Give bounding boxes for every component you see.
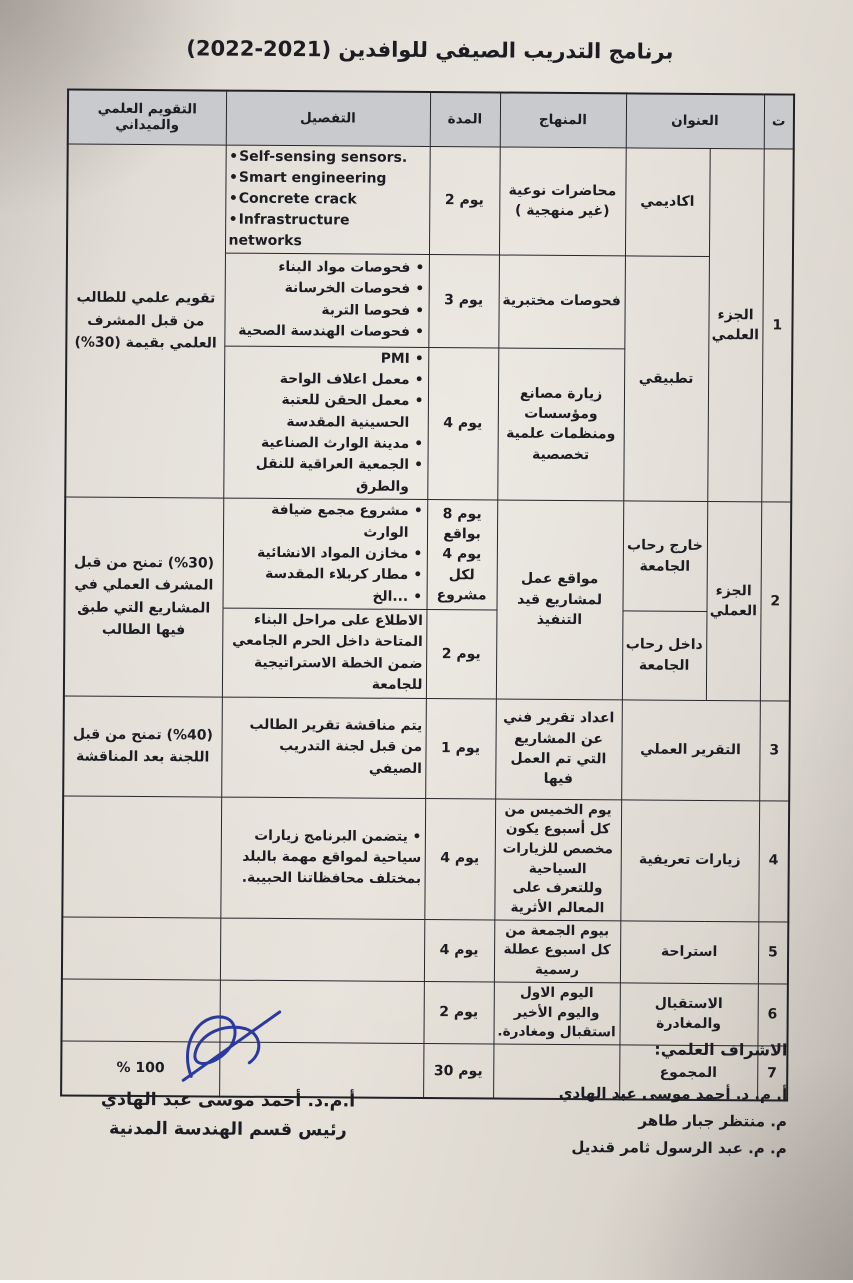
- cell-s6-no: 6: [757, 984, 787, 1046]
- cell-s1-evaluation: تقويم علمي للطالب من قبل المشرف العلمي بقيمة ⁦(%30)⁩: [65, 143, 225, 498]
- cell-s1a-details: • Self-sensing sensors. • Smart engineering • Concrete crack • Infrastructure networks: [225, 145, 430, 254]
- cell-s1c-duration: 4 يوم: [427, 347, 498, 500]
- cell-s7-no: 7: [757, 1046, 787, 1101]
- cell-s1-group: الجزء العلمي: [707, 148, 763, 502]
- cell-s1b-duration: 3 يوم: [428, 254, 499, 347]
- signatory-role: رئيس قسم الهندسة المدنية: [108, 1118, 347, 1141]
- supervision-heading: الاشراف العلمي:: [654, 1039, 788, 1060]
- cell-s5-evaluation: [62, 917, 220, 980]
- header-curriculum: المنهاج: [500, 93, 626, 148]
- cell-s4-details: • يتضمن البرنامج زيارات سياحية لمواقع مهمة بالبلد بمختلف محافظاتنا الحبيبة.: [220, 797, 425, 920]
- program-table: [60, 88, 795, 1101]
- cell-s2a-duration: 8 ⁧يوم⁩ ⁧بواقع⁩ 4 ⁧يوم⁩ ⁧لكل⁩ مشروع: [426, 500, 497, 610]
- cell-s1c-details: • PMI • معمل اعلاف الواحة • معمل الحقن للعتبة الحسينية المقدسة • مدينة الوارث الصناعية • الجمعية العراقية للنقل والطرق: [223, 346, 428, 500]
- cell-s5-details: [220, 918, 424, 982]
- cell-s3-no: 3: [759, 700, 790, 800]
- cell-s5-curriculum: بيوم الجمعة من كل اسبوع عطلة رسمية: [494, 920, 620, 983]
- table-header-row: [68, 89, 794, 148]
- header-evaluation: التقويم العلمي والميداني: [68, 89, 226, 144]
- cell-s4-duration: 4 يوم: [424, 798, 495, 920]
- cell-s2a-details: • مشروع مجمع ضيافة الوارث • مخازن المواد الانشائية • مطار كربلاء المقدسة • ...الخ: [223, 498, 428, 609]
- cell-s3-evaluation: ⁦(%40)⁩ تمنح من قبل اللجنة بعد المناقشة: [63, 695, 222, 796]
- table-row: [65, 497, 792, 612]
- cell-s6-duration: 2 يوم: [423, 981, 493, 1044]
- page-title: برنامج التدريب الصيفي للوافدين ⁦(2022-2021)⁩: [186, 36, 674, 64]
- signature-icon: [143, 1006, 314, 1087]
- table-row: [62, 917, 788, 984]
- supervisor-name: أ. م. د. أحمد موسى عبد الهادي: [558, 1083, 788, 1104]
- cell-s4-curriculum: يوم الخميس من كل أسبوع يكون مخصص للزيارات السياحية وللتعرف على المعالم الأثرية: [494, 798, 621, 920]
- cell-s1-no: 1: [761, 148, 793, 502]
- header-details: التفصيل: [226, 91, 430, 146]
- supervisor-list: [552, 1080, 787, 1163]
- table-row: [63, 695, 790, 800]
- table-row: [62, 795, 789, 921]
- supervision-block: [552, 1039, 787, 1163]
- cell-s2-curriculum: مواقع عمل لمشاريع قيد التنفيذ: [496, 500, 623, 699]
- cell-s2b-duration: 2 يوم: [426, 610, 497, 699]
- table-row: [67, 143, 794, 256]
- cell-s7-total: ⁦% 100⁩: [61, 1041, 219, 1097]
- cell-s3-curriculum: اعداد تقرير فني عن المشاريع التي تم العمل فيها: [495, 698, 622, 799]
- header-no: ت: [764, 94, 794, 148]
- cell-s6-curriculum: اليوم الاول واليوم الأخير استقبال ومغادرة.: [493, 982, 619, 1045]
- cell-s2a-title: خارج رحاب الجامعة: [622, 501, 707, 611]
- cell-s1a-curriculum: محاضرات نوعية (غير منهجية ): [499, 147, 626, 256]
- header-title: العنوان: [626, 93, 764, 148]
- cell-s3-title: التقرير العملي: [621, 699, 760, 800]
- cell-s2b-details: الاطلاع على مراحل البناء المتاحة داخل الحرم الجامعي ضمن الخطة الاستراتيجية للجامعة: [222, 608, 427, 698]
- cell-s2-group: الجزء العملي: [706, 502, 761, 701]
- signature-block: [68, 1006, 389, 1146]
- cell-s3-duration: 1 يوم: [425, 698, 496, 798]
- cell-s5-title: استراحة: [620, 921, 758, 984]
- cell-s3-details: يتم مناقشة تقرير الطالب من قبل لجنة التدريب الصيفي: [221, 697, 426, 798]
- cell-s1b-title: تطبيقي: [623, 255, 709, 501]
- cell-s1a-duration: 2 يوم: [429, 146, 500, 254]
- cell-s7-title: المجموع: [619, 1045, 757, 1101]
- cell-s1b-details: • فحوصات مواد البناء • فحوصات الخرسانة • فحوصا التربة • فحوصات الهندسة الصحية: [224, 253, 429, 347]
- cell-s2-no: 2: [760, 502, 791, 701]
- cell-s4-evaluation: [62, 795, 221, 917]
- cell-s5-no: 5: [758, 922, 788, 984]
- header-duration: المدة: [430, 92, 500, 146]
- cell-s5-duration: 4 يوم: [424, 919, 494, 982]
- cell-s4-title: زيارات تعريفية: [620, 799, 759, 921]
- cell-s2b-title: داخل رحاب الجامعة: [622, 611, 707, 700]
- cell-s4-no: 4: [758, 800, 789, 921]
- cell-s2-evaluation: ⁦(%30)⁩ تمنح من قبل المشرف العملي في المشاريع التي طبق فيها الطالب: [64, 497, 223, 696]
- supervisor-name: م. منتظر جبار طاهر: [638, 1111, 787, 1131]
- cell-s1b-curriculum: فحوصات مختبرية: [498, 254, 625, 348]
- cell-s6-title: الاستقبال والمغادرة: [619, 983, 757, 1046]
- supervisor-name: م. م. عبد الرسول ثامر قنديل: [571, 1138, 787, 1158]
- signatory-name: أ.م.د. أحمد موسى عبد الهادي: [100, 1089, 356, 1112]
- cell-s1c-curriculum: زيارة مصانع ومؤسسات ومنظمات علمية تخصصية: [497, 347, 624, 501]
- cell-s7-duration: 30 يوم: [423, 1043, 493, 1098]
- cell-s1a-title: اكاديمي: [625, 147, 710, 256]
